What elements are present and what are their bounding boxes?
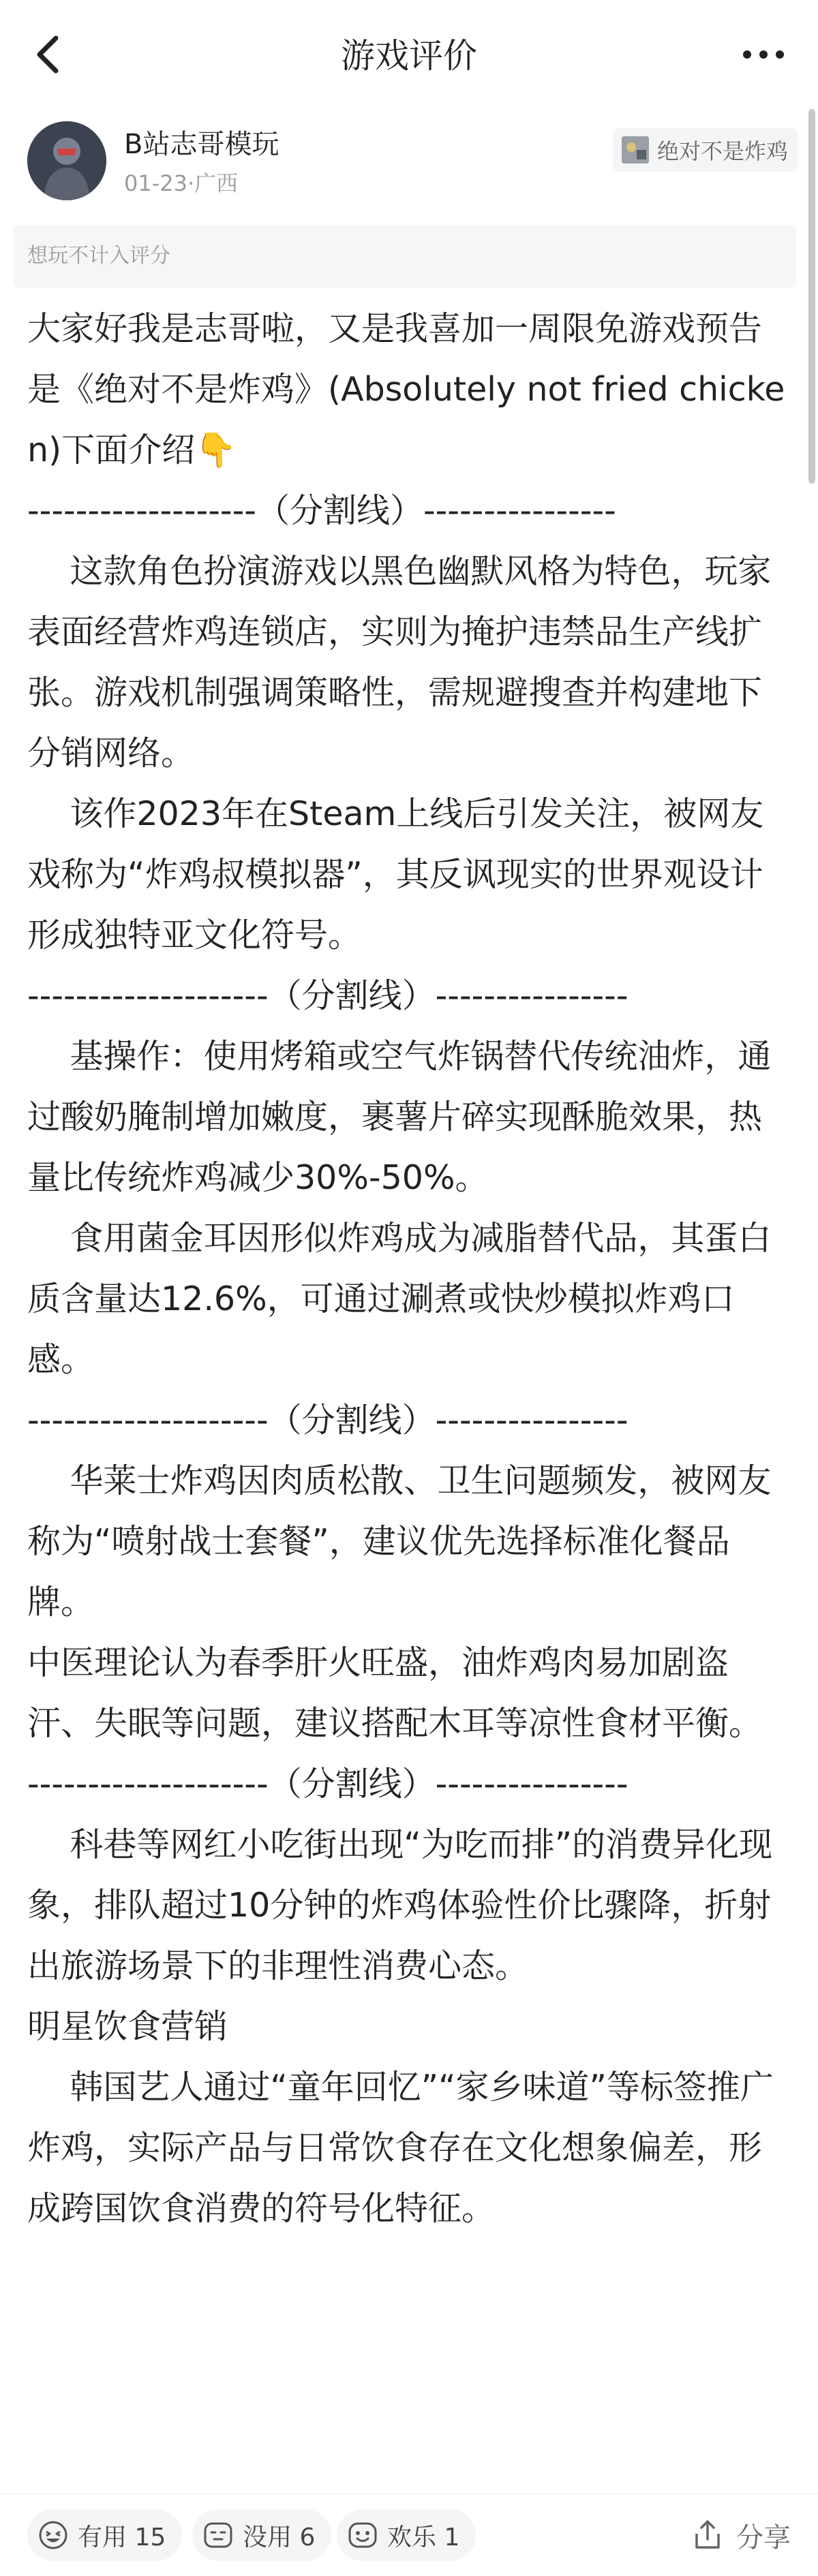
share-label: 分享 xyxy=(736,2521,791,2554)
top-navigation-bar xyxy=(0,0,818,109)
review-content xyxy=(27,298,791,2239)
post-date-location: 01-23·广西 xyxy=(124,170,239,196)
paragraph: 基操作：使用烤箱或空气炸锅替代传统油炸，通过酸奶腌制增加嫩度，裹薯片碎实现酥脆效果，热量比传统炸鸡减少30%-50%。 xyxy=(27,1037,772,1197)
avatar[interactable] xyxy=(27,121,106,200)
paragraph: 中医理论认为春季肝火旺盛，油炸鸡肉易加剧盗汗、失眠等问题，建议搭配木耳等凉性食材平衡。 xyxy=(27,1643,763,1743)
useful-button[interactable] xyxy=(27,2509,182,2561)
rating-note: 想玩不计入评分 xyxy=(14,225,796,288)
more-options-button[interactable] xyxy=(736,38,791,71)
game-tag[interactable] xyxy=(614,128,798,172)
useless-button[interactable] xyxy=(192,2509,331,2561)
useful-count: 有用 15 xyxy=(78,2523,166,2551)
game-tag-label: 绝对不是炸鸡 xyxy=(656,138,788,164)
paragraph: 大家好我是志哥啦，又是我喜加一周限免游戏预告是《绝对不是炸鸡》(Absolutely not fried chicken)下面介绍👇 xyxy=(27,309,785,469)
back-arrow-icon xyxy=(25,30,74,79)
paragraph: 科巷等网红小吃街出现“为吃而排”的消费异化现象，排队超过10分钟的炸鸡体验性价比骤降，折射出旅游场景下的非理性消费心态。 xyxy=(27,1825,773,1985)
paragraph: 食用菌金耳因形似炸鸡成为减脂替代品，其蛋白质含量达12.6%，可通过涮煮或快炒模拟炸鸡口感。 xyxy=(27,1219,772,1379)
page-title: 游戏评价 xyxy=(341,36,477,76)
scrollbar-thumb[interactable] xyxy=(808,109,815,484)
divider-text: --------------------（分割线）---------------- xyxy=(27,1765,628,1803)
bottom-action-bar xyxy=(0,2494,818,2576)
paragraph: 这款角色扮演游戏以黑色幽默风格为特色，玩家表面经营炸鸡连锁店，实则为掩护违禁品生产线扩张。游戏机制强调策略性，需规避搜查并构建地下分销网络。 xyxy=(27,552,772,773)
useless-count: 没用 6 xyxy=(243,2523,316,2551)
author-name[interactable]: B站志哥模玩 xyxy=(124,129,279,160)
game-thumbnail xyxy=(622,136,649,164)
share-button[interactable] xyxy=(690,2509,791,2561)
happy-face-icon xyxy=(346,2519,379,2551)
paragraph: 明星饮食营销 xyxy=(27,2007,228,2046)
fun-button[interactable] xyxy=(337,2509,476,2561)
back-button[interactable] xyxy=(25,30,74,79)
divider-text: --------------------（分割线）---------------- xyxy=(27,1401,628,1440)
neutral-face-icon xyxy=(202,2519,234,2551)
divider-text: --------------------（分割线）---------------- xyxy=(27,976,628,1015)
share-icon xyxy=(690,2517,725,2553)
author-header xyxy=(27,121,798,210)
paragraph: 该作2023年在Steam上线后引发关注，被网友戏称为“炸鸡叔模拟器”，其反讽现实的世界观设计形成独特亚文化符号。 xyxy=(27,794,764,955)
fun-count: 欢乐 1 xyxy=(387,2523,460,2551)
laughing-face-icon xyxy=(37,2519,70,2551)
divider-text: -------------------（分割线）---------------- xyxy=(27,491,616,530)
paragraph: 韩国艺人通过“童年回忆”“家乡味道”等标签推广炸鸡，实际产品与日常饮食存在文化想象偏差，形成跨国饮食消费的符号化特征。 xyxy=(27,2068,774,2228)
avatar-image xyxy=(27,121,106,200)
more-dots-icon xyxy=(736,38,791,71)
paragraph: 华莱士炸鸡因肉质松散、卫生问题频发，被网友称为“喷射战士套餐”，建议优先选择标准化餐品牌。 xyxy=(27,1461,772,1621)
